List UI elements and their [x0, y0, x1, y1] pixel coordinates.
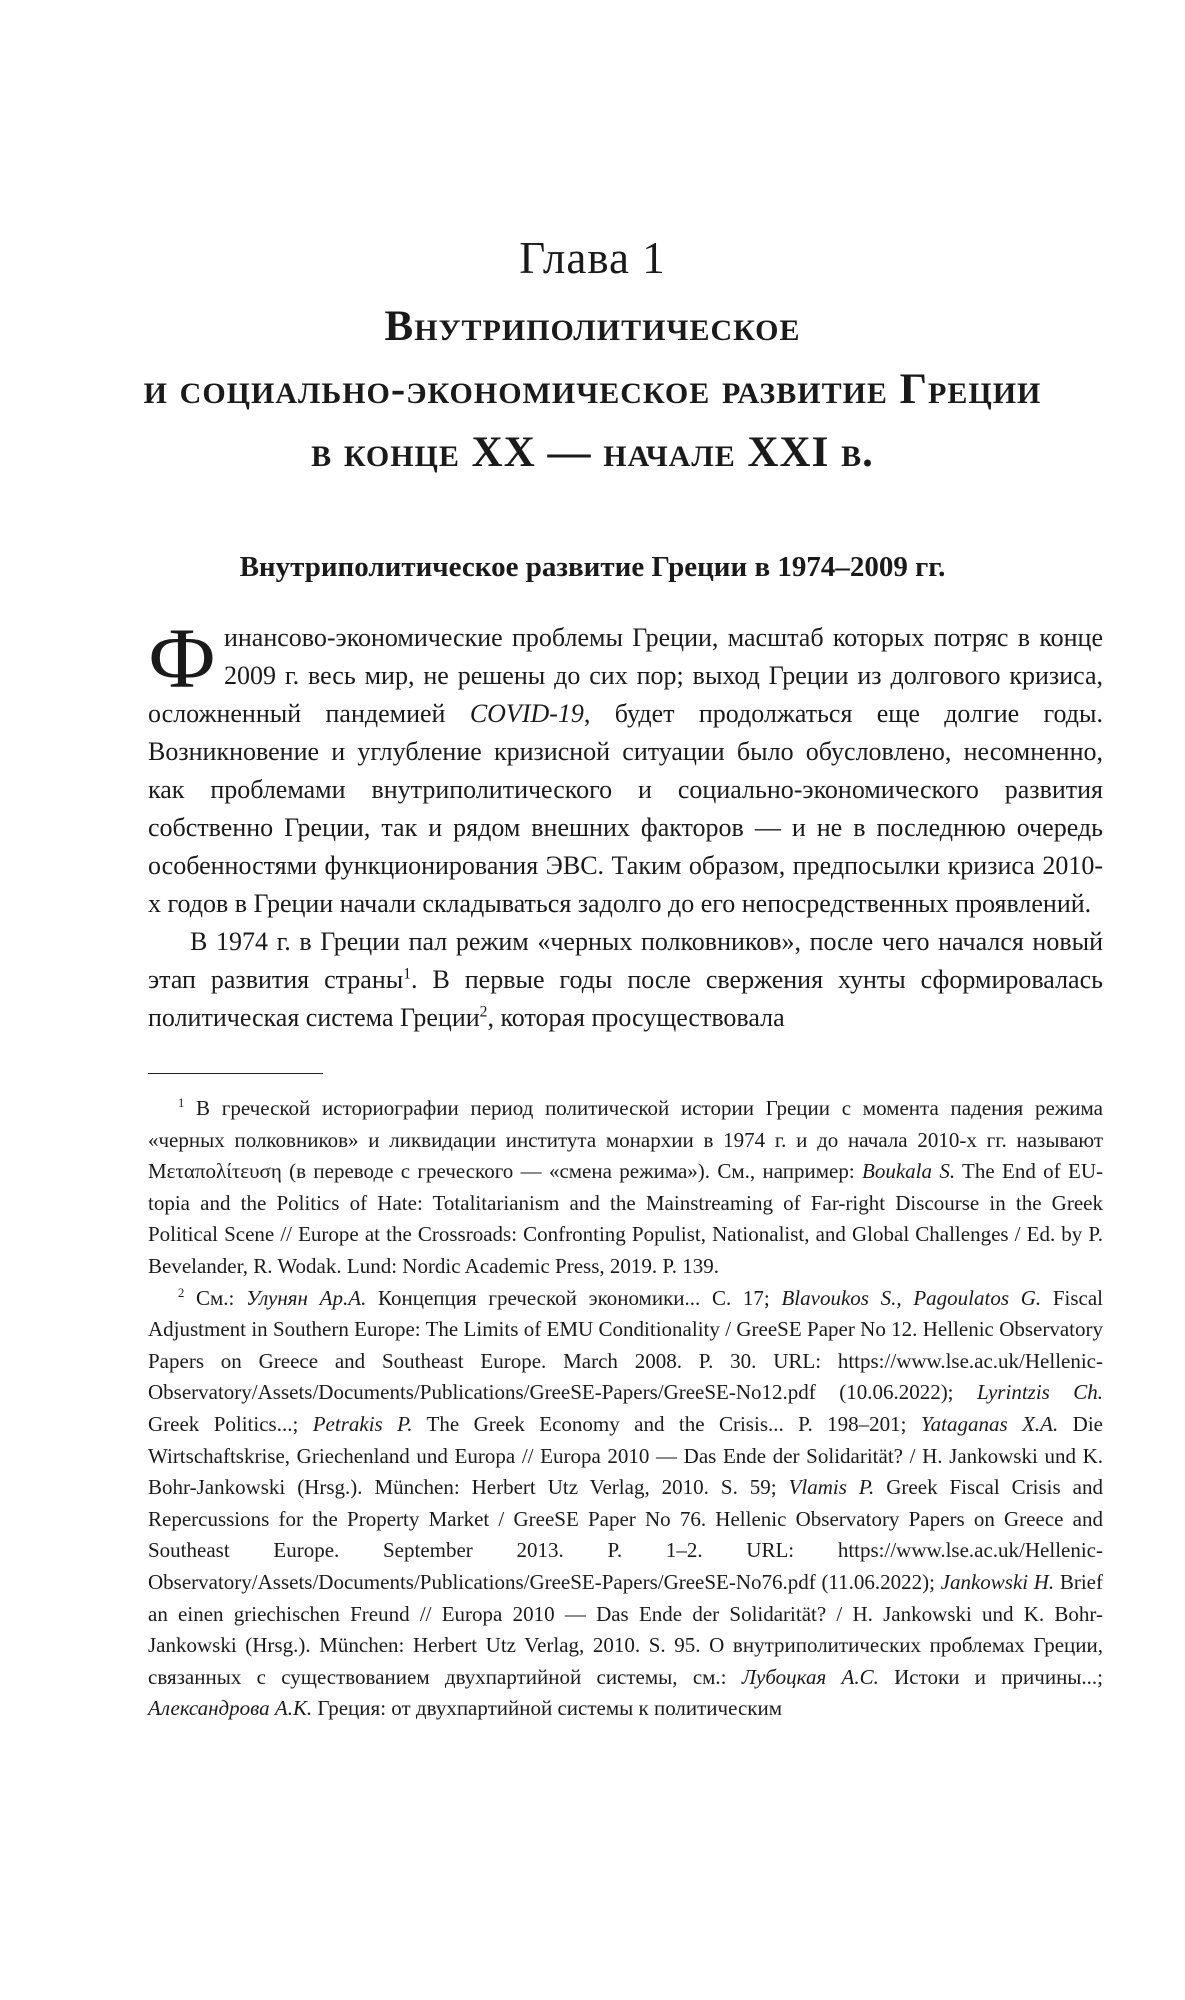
chapter-title-line: в конце XX — начале XXI в. — [311, 429, 874, 476]
chapter-title-line: и социально-экономическое развитие Греции — [143, 366, 1042, 413]
paragraph: Финансово-экономические проблемы Греции, масштаб которых потряс в конце 2009 г. весь мир, не решены до сих пор; выход Греции из долгового кризиса, осложненный пандемией COVID-19, будет продолжаться еще долгие годы. Возникновение и углубление кризисной ситуации было обусловлено, несомненно, как проблемами внутриполитического и социально-экономического развития собственно Греции, так и рядом внешних факторов — и не в последнюю очередь особенностями функционирования ЭВС. Таким образом, предпосылки кризиса 2010-х годов в Греции начали складываться задолго до его непосредственных проявлений. — [148, 610, 1103, 918]
main-text — [148, 610, 1103, 1037]
footnote: $^1$ В греческой историографии период политической истории Греции с момента падения режима «черных полковников» и ликвидации института монархии в 1974 г. и до начала 2010-х гг. называют Μεταπολίτευση (в переводе с греческого — «смена режима»). См., например: Boukala S. The End of EU-topia and the Politics of Hate: Totalitarianism and the Mainstreaming of Far-right Discourse in the Greek Political Scene // Europe at the Crossroads: Confronting Populist, Nationalist, and Global Challenges / Ed. by P. Bevelander, R. Wodak. Lund: Nordic Academic Press, 2019. P. 139. — [148, 1096, 1103, 1278]
footnote: $^2$ См.: Улунян Ар.А. Концепция греческой экономики... С. 17; Blavoukos S., Pagoulatos G. Fiscal Adjustment in Southern Europe: The Limits of EMU Conditionality / GreeSE Paper No 12. Hellenic Observatory Papers on Greece and Southeast Europe. March 2008. P. 30. URL: https://www.lse.ac.uk/Hellenic-Observatory/Assets/Documents/Publications/GreeSE-Papers/GreeSE-No12.pdf (10.06.2022); Lyrintzis Ch. Greek Politics...; Petrakis P. The Greek Economy and the Crisis... P. 198–201; Yataganas X.A. Die Wirtschaftskrise, Griechenland und Europa // Europa 2010 — Das Ende der Solidarität? / H. Jankowski und K. Bohr-Jankowski (Hrsg.). München: Herbert Utz Verlag, 2010. S. 59; Vlamis P. Greek Fiscal Crisis and Repercussions for the Property Market / GreeSE Paper No 76. Hellenic Observatory Papers on Greece and Southeast Europe. September 2013. P. 1–2. URL: https://www.lse.ac.uk/Hellenic-Observatory/Assets/Documents/Publications/GreeSE-Papers/GreeSE-No76.pdf (11.06.2022); Jankowski H. Brief an einen griechischen Freund // Europa 2010 — Das Ende der Solidarität? / H. Jankowski und K. Bohr-Jankowski (Hrsg.). München: Herbert Utz Verlag, 2010. S. 95. О внутриполитических проблемах Греции, связанных с существованием двухпартийной системы, см.: Лубоцкая А.С. Истоки и причины...; Александрова А.К. Греция: от двухпартийной системы к политическим — [148, 1285, 1104, 1721]
chapter-title-line: Внутриполитическое — [384, 303, 801, 350]
footnote-ref[interactable]: 2 — [479, 1003, 488, 1021]
footnotes — [148, 1093, 1103, 1725]
section-heading: Внутриполитическое развитие Греции в 1974–2009 гг. — [239, 551, 946, 583]
footnote-marker: 2 — [178, 1285, 185, 1300]
chapter-number: Глава 1 — [519, 233, 666, 283]
chapter-title — [0, 295, 1185, 484]
footnote-marker: 1 — [178, 1096, 185, 1110]
drop-cap: Ф — [148, 610, 216, 706]
paragraph: В 1974 г. в Греции пал режим «черных полковников», после чего начался новый этап развития страны$^1$. В первые годы после свержения хунты сформировалась политическая система Греции$^2$, которая просуществовала — [148, 927, 1103, 1032]
footnote-ref[interactable]: 1 — [403, 965, 412, 983]
footnote-divider — [148, 1073, 323, 1074]
